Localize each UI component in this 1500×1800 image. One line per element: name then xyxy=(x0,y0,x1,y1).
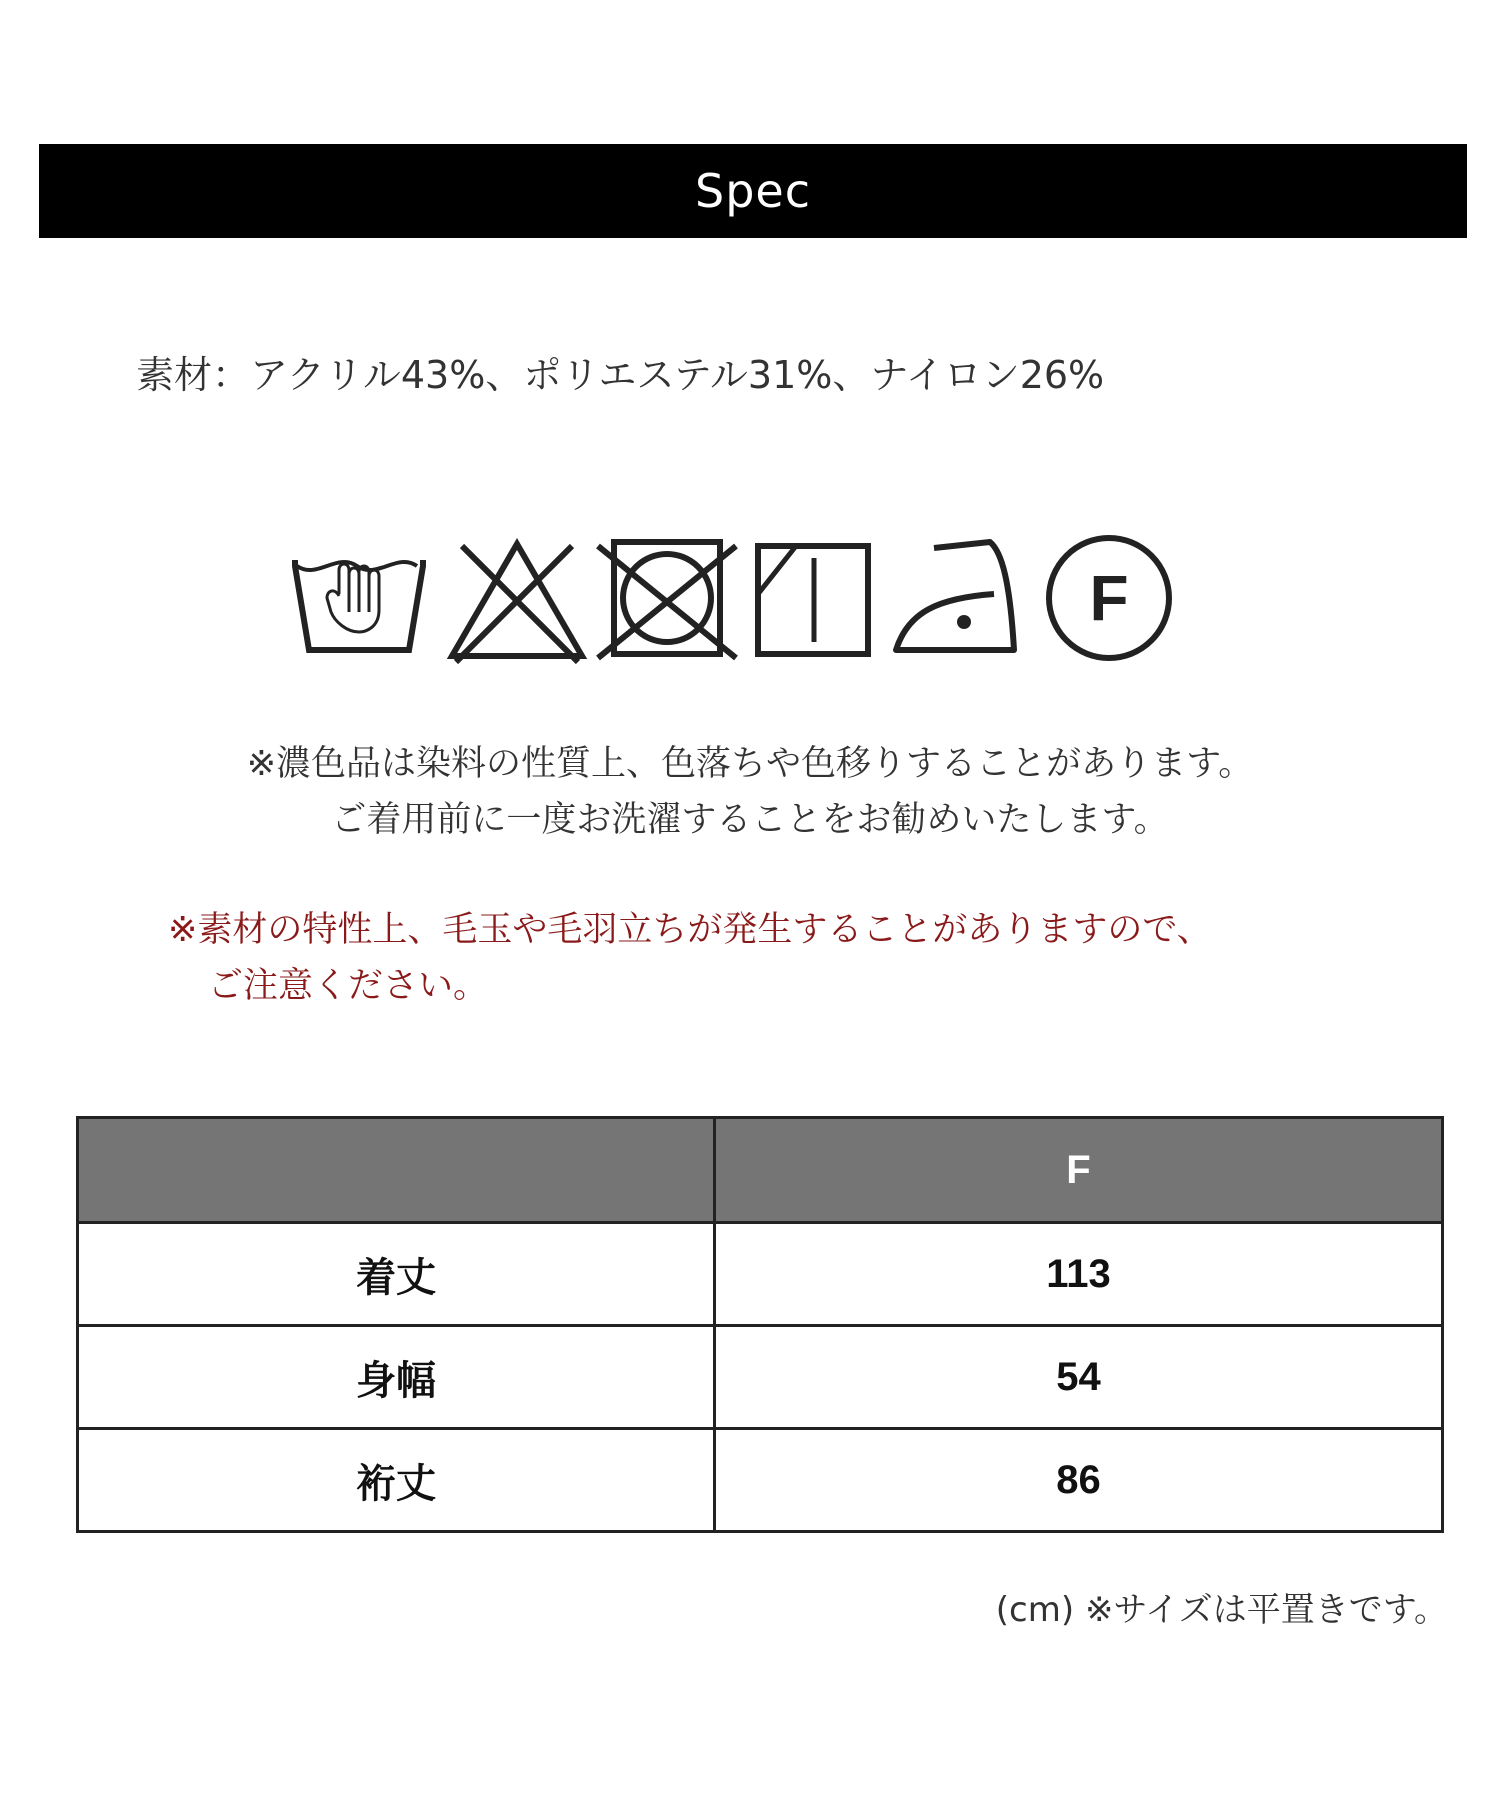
row-label: 着丈 xyxy=(78,1223,715,1326)
pilling-warning-line1: ※素材の特性上、毛玉や毛羽立ちが発生することがありますので、 xyxy=(168,910,1212,950)
spec-title: Spec xyxy=(695,164,811,218)
row-label: 裄丈 xyxy=(78,1429,715,1532)
size-footnote: (cm) ※サイズは平置きです。 xyxy=(995,1590,1448,1630)
table-row xyxy=(78,1326,1443,1429)
table-row xyxy=(78,1429,1443,1532)
iron-low-icon xyxy=(882,532,1037,672)
size-table-header xyxy=(78,1118,1443,1223)
pilling-warning xyxy=(168,902,1212,1014)
row-label: 身幅 xyxy=(78,1326,715,1429)
size-table-header-blank xyxy=(78,1118,715,1223)
no-tumble-dry-icon xyxy=(592,532,742,672)
spec-header xyxy=(39,144,1467,238)
row-value: 86 xyxy=(715,1429,1443,1532)
size-table-header-size: F xyxy=(715,1118,1443,1223)
hand-wash-icon xyxy=(287,532,442,672)
row-value: 54 xyxy=(715,1326,1443,1429)
row-value: 113 xyxy=(715,1223,1443,1326)
line-dry-shade-icon xyxy=(742,532,882,672)
table-row xyxy=(78,1223,1443,1326)
dry-clean-f-icon xyxy=(1037,532,1177,672)
material-composition: 素材：アクリル43%、ポリエステル31%、ナイロン26% xyxy=(136,353,1105,397)
no-bleach-icon xyxy=(442,532,592,672)
svg-text:F: F xyxy=(1089,562,1129,634)
size-table xyxy=(76,1116,1444,1533)
dye-note-line1: ※濃色品は染料の性質上、色落ちや色移りすることがあります。 xyxy=(246,744,1254,784)
care-icons-row xyxy=(287,532,1177,672)
dye-note-line2: ご着用前に一度お洗濯することをお勧めいたします。 xyxy=(331,800,1169,840)
pilling-warning-line2: ご注意ください。 xyxy=(208,966,489,1006)
